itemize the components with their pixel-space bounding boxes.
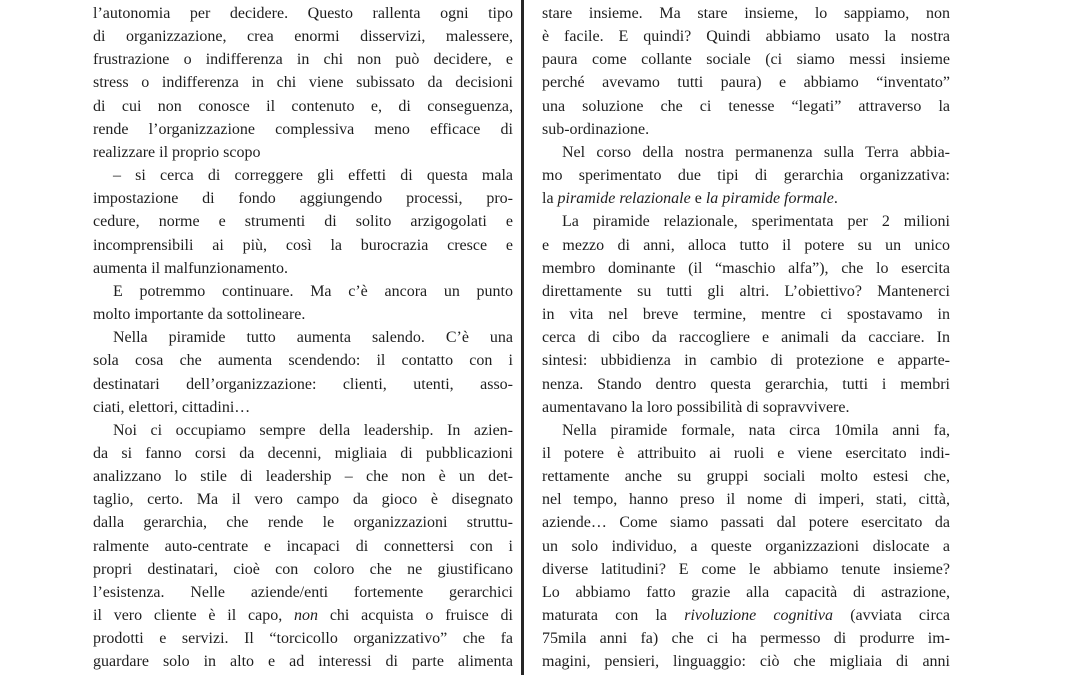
text-segment: di organizzazione, crea enormi disservizi, malessere, — [93, 28, 513, 46]
text-line — [542, 419, 950, 442]
text-segment: ralmente auto-centrate e incapaci di connettersi con i — [93, 537, 513, 555]
text-segment: una soluzione che ci tenesse “legati” attraverso la — [542, 97, 950, 115]
text-segment: è facile. E quindi? Quindi abbiamo usato la nostra — [542, 28, 950, 46]
italic-text-segment: piramide relazionale — [557, 190, 691, 208]
text-segment: magini, pensieri, linguaggio: ciò che migliaia di anni — [542, 653, 950, 671]
text-line — [542, 511, 950, 534]
text-line — [542, 627, 950, 650]
text-line — [93, 465, 513, 488]
text-segment: frustrazione o indifferenza in chi non può decidere, e — [93, 51, 513, 69]
text-line — [542, 581, 950, 604]
text-segment: in vita nel breve termine, mentre ci spostavamo in — [542, 306, 950, 324]
italic-text-segment: rivoluzione cognitiva — [684, 607, 833, 625]
text-line — [93, 604, 513, 627]
text-line — [93, 650, 513, 673]
text-segment: (avviata circa — [832, 607, 950, 625]
text-line — [542, 303, 950, 326]
text-segment: chi acquista o fruisce di — [318, 607, 513, 625]
text-segment: realizzare il proprio scopo — [93, 143, 261, 161]
text-line — [93, 535, 513, 558]
text-segment: stare insieme. Ma stare insieme, lo sappiamo, non — [542, 5, 950, 22]
text-segment: da si fanno corsi da decenni, migliaia di pubblicazioni — [93, 444, 513, 462]
text-segment: direttamente su tutti gli altri. L’obiettivo? Mantenerci — [542, 282, 950, 300]
text-segment: sub-ordinazione. — [542, 120, 650, 138]
text-segment: destinatari dell’organizzazione: clienti, utenti, asso- — [93, 375, 513, 393]
text-line — [542, 396, 950, 419]
text-line — [93, 234, 513, 257]
text-segment: cerca di cibo da raccogliere e animali da cacciare. In — [542, 329, 950, 347]
text-line — [542, 280, 950, 303]
text-line — [542, 25, 950, 48]
text-segment: Noi ci occupiamo sempre della leadership. In azien- — [113, 421, 513, 439]
text-line — [542, 373, 950, 396]
text-segment: la — [542, 190, 558, 208]
text-segment: sola cosa che aumenta scendendo: il contatto con i — [93, 352, 513, 370]
right-text-column — [542, 2, 950, 674]
text-segment: aumenta il malfunzionamento. — [93, 259, 289, 277]
text-line — [93, 118, 513, 141]
text-segment: molto importante da sottolineare. — [93, 306, 306, 324]
text-line — [542, 326, 950, 349]
text-segment: sintesi: ubbidienza in cambio di protezione e apparte- — [542, 352, 950, 370]
text-segment: rende l’organizzazione complessiva meno efficace di — [93, 120, 513, 138]
text-line — [542, 48, 950, 71]
text-segment: guardare solo in alto e ad interessi di parte alimenta — [93, 653, 513, 671]
text-segment: mo sperimentato due tipi di gerarchia organizzativa: — [542, 167, 950, 185]
text-segment: rettamente anche su gruppi sociali molto estesi che, — [542, 468, 950, 486]
text-segment: cedure, norme e strumenti di solito arzigogolati e — [93, 213, 513, 231]
text-line — [542, 141, 950, 164]
text-line — [542, 349, 950, 372]
text-segment: La piramide relazionale, sperimentata per 2 milioni — [562, 213, 950, 231]
text-line — [542, 2, 950, 25]
text-segment: nenza. Stando dentro questa gerarchia, tutti i membri — [542, 375, 950, 393]
text-segment: dalla gerarchia, che rende le organizzazioni struttu- — [93, 514, 513, 532]
text-segment: e mezzo di anni, alloca tutto il potere su un unico — [542, 236, 950, 254]
text-line — [93, 95, 513, 118]
text-line — [93, 187, 513, 210]
left-text-column — [93, 2, 513, 674]
text-segment: 75mila anni fa) che ci ha permesso di produrre im- — [542, 630, 950, 648]
text-segment: stress o indifferenza in chi viene subissato da decisioni — [93, 74, 513, 92]
text-segment: ciati, elettori, cittadini… — [93, 398, 251, 416]
text-line — [542, 257, 950, 280]
column-divider — [521, 0, 524, 675]
text-line — [93, 511, 513, 534]
text-segment: – si cerca di correggere gli effetti di questa mala — [113, 167, 513, 185]
text-segment: Nella piramide tutto aumenta salendo. C’è una — [113, 329, 513, 347]
text-segment: impostazione di fondo aggiungendo processi, pro- — [93, 190, 513, 208]
text-line — [93, 2, 513, 25]
text-segment: prodotti e servizi. Il “torcicollo organizzativo” che fa — [93, 630, 513, 648]
text-line — [93, 164, 513, 187]
text-segment: taglio, certo. Ma il vero campo da gioco è disegnato — [93, 491, 513, 509]
text-line — [542, 604, 950, 627]
text-line — [93, 349, 513, 372]
italic-text-segment: la piramide formale — [705, 190, 834, 208]
text-line — [93, 488, 513, 511]
text-line — [542, 650, 950, 673]
text-line — [542, 234, 950, 257]
text-line — [93, 396, 513, 419]
text-segment: analizzano lo stile di leadership – che non è un det- — [93, 468, 513, 486]
text-segment: propri destinatari, cioè con coloro che ne giustificano — [93, 560, 513, 578]
text-segment: Nel corso della nostra permanenza sulla Terra abbia- — [562, 143, 950, 161]
italic-text-segment: non — [294, 607, 319, 625]
text-segment: l’esistenza. Nelle aziende/enti fortemente gerarchici — [93, 583, 513, 601]
text-line — [93, 210, 513, 233]
text-segment: un solo individuo, a queste organizzazioni dislocate a — [542, 537, 950, 555]
text-segment: membro dominante (il “maschio alfa”), che lo esercita — [542, 259, 950, 277]
text-line — [93, 280, 513, 303]
text-segment: perché avevamo tutti paura) e abbiamo “inventato” — [542, 74, 950, 92]
text-segment: il potere è attribuito ai ruoli e viene esercitato indi- — [542, 444, 950, 462]
text-line — [93, 48, 513, 71]
text-segment: paura come collante sociale (ci siamo messi insieme — [542, 51, 950, 69]
text-line — [93, 141, 513, 164]
text-line — [542, 535, 950, 558]
text-line — [93, 25, 513, 48]
text-segment: aumentavano la loro possibilità di sopravvivere. — [542, 398, 850, 416]
text-segment: Nella piramide formale, nata circa 10mila anni fa, — [562, 421, 950, 439]
text-line — [93, 71, 513, 94]
text-line — [542, 465, 950, 488]
text-segment: il vero cliente è il capo, — [93, 607, 295, 625]
text-line — [93, 627, 513, 650]
text-segment: maturata con la — [542, 607, 685, 625]
text-line — [93, 442, 513, 465]
text-line — [542, 488, 950, 511]
text-line — [93, 419, 513, 442]
text-segment: di cui non conosce il contenuto e, di conseguenza, — [93, 97, 513, 115]
text-segment: e — [690, 190, 706, 208]
text-segment: . — [833, 190, 838, 208]
text-segment: incomprensibili ai più, così la burocrazia cresce e — [93, 236, 513, 254]
text-line — [542, 558, 950, 581]
text-line — [93, 373, 513, 396]
text-line — [93, 581, 513, 604]
text-line — [542, 71, 950, 94]
text-segment: diverse latitudini? E come le abbiamo tenute insieme? — [542, 560, 950, 578]
text-line — [542, 442, 950, 465]
text-line — [542, 210, 950, 233]
text-line — [93, 303, 513, 326]
text-segment: nel tempo, hanno preso il nome di imperi, stati, città, — [542, 491, 950, 509]
text-line — [542, 95, 950, 118]
text-segment: Lo abbiamo fatto grazie alla capacità di astrazione, — [542, 583, 950, 601]
text-line — [93, 257, 513, 280]
text-segment: l’autonomia per decidere. Questo rallenta ogni tipo — [93, 5, 513, 22]
text-line — [542, 164, 950, 187]
text-line — [93, 558, 513, 581]
text-line — [542, 187, 950, 210]
text-segment: aziende… Come siamo passati dal potere esercitato da — [542, 514, 950, 532]
text-segment: E potremmo continuare. Ma c’è ancora un punto — [113, 282, 513, 300]
text-line — [93, 326, 513, 349]
text-line — [542, 118, 950, 141]
